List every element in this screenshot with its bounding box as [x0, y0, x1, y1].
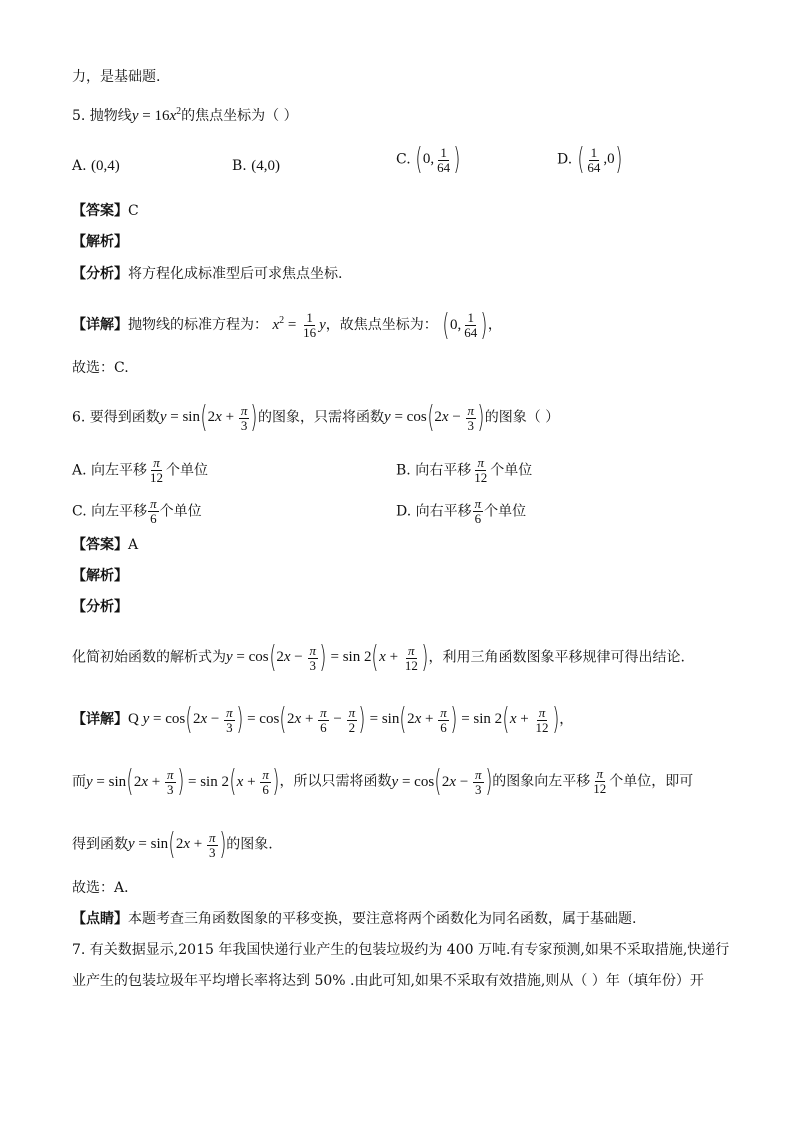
option-unit: 个单位 [159, 503, 202, 520]
because-glyph: Q [128, 711, 139, 728]
question-5-stem [72, 101, 298, 127]
question-7-line [72, 970, 704, 992]
option-b [232, 155, 280, 177]
option-c [396, 142, 461, 177]
question-text: 的图象，只需将函数 [258, 409, 385, 426]
question-7-line [72, 939, 729, 961]
fraction: $\frac{\pi}{6}$ [474, 496, 482, 526]
detail-text: ，故焦点坐标为： [325, 317, 438, 333]
option-unit: 个单位 [166, 462, 209, 479]
question-text: 的图象（ ） [484, 409, 560, 426]
analysis-tag: 【解析】 [72, 234, 128, 250]
text-line [72, 66, 160, 88]
answer-value: C [128, 203, 139, 219]
option-a [72, 155, 120, 177]
detail-tag: 【详解】 [72, 317, 128, 333]
option-label: D. [557, 151, 573, 168]
option-unit: 个单位 [490, 462, 533, 479]
detail-line: 【详解】Q y = cos(2x − $\frac{\pi}{3}$ ) = cos(2x + $\frac{\pi}{6}$ − $\frac{\pi}{2}$ ) = sin(2x + $\frac{\pi}{6}$ ) = sin 2(x + $\frac{\pi}{12}$ )， [72, 702, 574, 737]
fraction: $\frac{\pi}{12}$ [150, 455, 164, 485]
option-text: B. 向右平移 [396, 462, 472, 479]
option-text: A. 向左平移 [72, 462, 148, 479]
formula: y = sin(2x + $\frac{\pi}{3}$ ) [159, 400, 258, 435]
text-fragment: 力，是基础题. [72, 69, 161, 85]
detail-text: 的图象. [226, 836, 273, 853]
option-label: A. [72, 158, 87, 174]
answer-tag: 【答案】 [72, 203, 128, 219]
fraction: $\frac{\pi}{12}$ [474, 455, 488, 485]
formula: y = sin(2x + $\frac{\pi}{3}$ ) = sin 2(x + $\frac{\pi}{6}$ ) [86, 764, 280, 800]
detail-text: 而 [72, 773, 86, 790]
fraction: $\frac{\pi}{12}$ [593, 766, 607, 796]
answer-tag: 【答案】 [72, 537, 128, 553]
question-text: 5. 抛物线 [72, 108, 132, 124]
detail-line [72, 827, 273, 862]
formula: y = cos(2x − $\frac{\pi}{3}$ ) = sin 2(x + $\frac{\pi}{12}$ ) [226, 640, 429, 675]
choose-line [72, 877, 138, 899]
simplify-text: 化简初始函数的解析式为 [72, 649, 226, 666]
option-c [72, 497, 202, 526]
formula: y = cos(2x − $\frac{\pi}{3}$ ) [384, 400, 485, 435]
choose-text: 故选：A． [72, 880, 139, 896]
formula: Q y = cos(2x − $\frac{\pi}{3}$ ) = cos(2x + $\frac{\pi}{6}$ − $\frac{\pi}{2}$ ) = sin(2x + $\frac{\pi}{6}$ ) = sin 2(x + $\frac{\pi}{12}$ ) [128, 702, 559, 737]
option-text: D. 向右平移 [396, 503, 472, 520]
detail-line [72, 764, 694, 800]
answer-value: A [128, 537, 139, 553]
dianjing-text: 本题考查三角函数图象的平移变换，要注意将两个函数化为同名函数，属于基础题. [128, 911, 637, 927]
option-d [557, 142, 622, 177]
analysis-line [72, 565, 128, 587]
formula: (0,4) [91, 158, 120, 174]
detail-line: 【详解】抛物线的标准方程为： $x^2$ = $\frac{1}{16}$ y，故焦点坐标为： (0, $\frac{1}{64}$ )， [72, 307, 502, 343]
detail-text: 的图象向左平移 [492, 773, 591, 790]
formula: (4,0) [251, 158, 280, 174]
formula: y = cos(2x − $\frac{\pi}{3}$ ) [391, 764, 492, 800]
fenxi-line [72, 263, 342, 285]
option-b [396, 456, 532, 485]
simplify-text: ，利用三角函数图象平移规律可得出结论. [428, 649, 685, 666]
fenxi-tag: 【分析】 [72, 599, 128, 615]
simplify-line [72, 640, 685, 675]
choose-line [72, 357, 129, 379]
fenxi-line [72, 596, 128, 618]
detail-text: 抛物线的标准方程为： [128, 317, 268, 333]
option-label: B. [232, 158, 247, 174]
question-6-stem [72, 400, 560, 435]
detail-text: 个单位，即可 [609, 773, 694, 790]
detail-text: ，所以只需将函数 [279, 773, 392, 790]
detail-tag: 【详解】 [72, 711, 128, 728]
dianjing-tag: 【点睛】 [72, 911, 128, 927]
option-text: C. 向左平移 [72, 503, 148, 520]
question-text: 7. 有关数据显示,2015 年我国快递行业产生的包装垃圾约为 400 万吨.有专家预测,如果不采取措施,快递行 [72, 942, 730, 958]
answer-line [72, 200, 139, 222]
option-unit: 个单位 [484, 503, 527, 520]
option-a [72, 456, 208, 485]
question-text: 6. 要得到函数 [72, 409, 160, 426]
formula: (0, $\frac{1}{64}$ ) [442, 307, 488, 343]
option-label: C. [396, 151, 411, 168]
fenxi-text: 将方程化成标准型后可求焦点坐标. [128, 266, 343, 282]
choose-text: 故选：C. [72, 360, 129, 376]
question-text: 的焦点坐标为（ ） [181, 108, 298, 124]
analysis-tag: 【解析】 [72, 568, 128, 584]
formula: $y = 16x^2$ [131, 106, 182, 124]
fraction: $\frac{\pi}{6}$ [150, 496, 157, 526]
analysis-line [72, 231, 128, 253]
dianjing-line [72, 908, 636, 930]
detail-text: 得到函数 [72, 836, 128, 853]
formula: $x^2$ = $\frac{1}{16}$ y [272, 310, 326, 341]
formula: y = sin(2x + $\frac{\pi}{3}$ ) [128, 827, 226, 862]
formula: (0, $\frac{1}{64}$ ) [415, 142, 461, 177]
option-d [396, 497, 526, 526]
formula: ( $\frac{1}{64}$ ,0) [576, 142, 622, 177]
answer-line [72, 534, 138, 556]
fenxi-tag: 【分析】 [72, 266, 128, 282]
question-text: 业产生的包装垃圾年平均增长率将达到 50% .由此可知,如果不采取有效措施,则从（ ）年（填年份）开 [72, 973, 704, 989]
